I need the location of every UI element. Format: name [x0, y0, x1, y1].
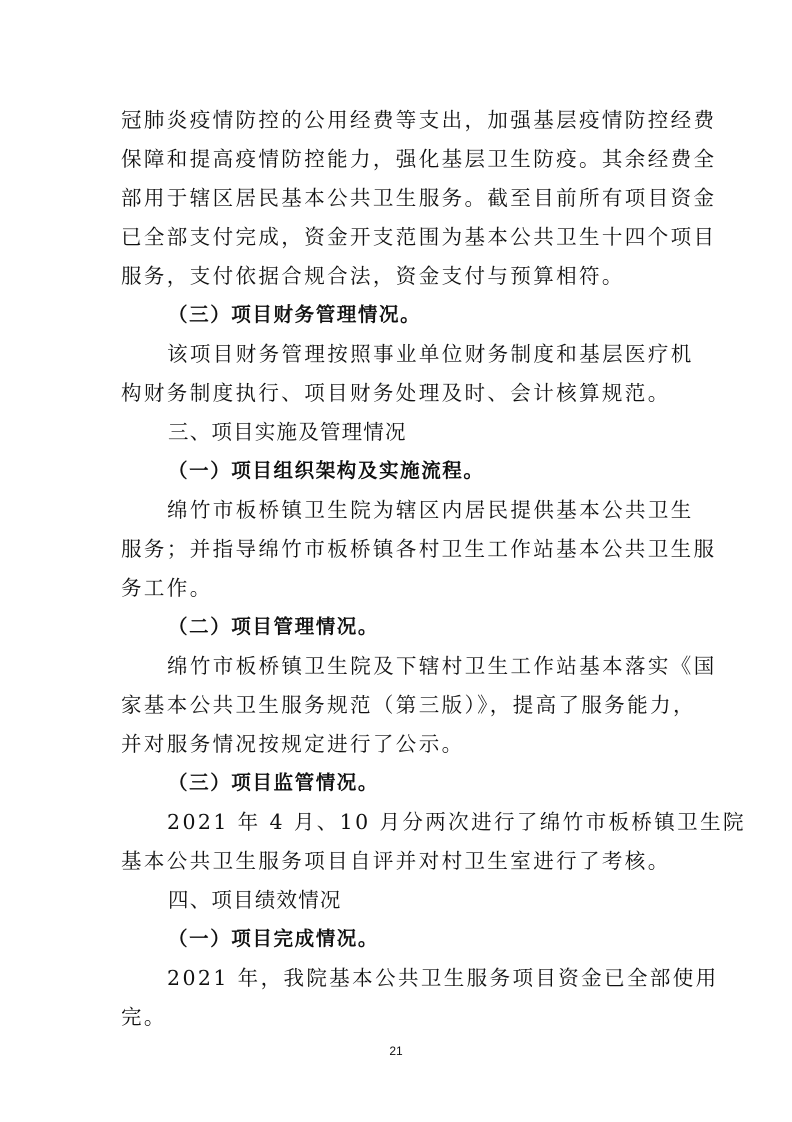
paragraph-line: 基本公共卫生服务项目自评并对村卫生室进行了考核。 [121, 849, 671, 873]
paragraph-line: 绵竹市板桥镇卫生院及下辖村卫生工作站基本落实《国 [167, 654, 717, 678]
subsection-heading: （三）项目监管情况。 [168, 771, 380, 794]
paragraph-line: 冠肺炎疫情防控的公用经费等支出，加强基层疫情防控经费 [121, 108, 717, 132]
paragraph-line: 该项目财务管理按照事业单位财务制度和基层医疗机 [167, 342, 694, 366]
paragraph-line: 服务，支付依据合规合法，资金支付与预算相符。 [121, 264, 625, 288]
paragraph-line: 2021 年 4 月、10 月分两次进行了绵竹市板桥镇卫生院 [167, 810, 746, 834]
paragraph-line: 保障和提高疫情防控能力，强化基层卫生防疫。其余经费全 [121, 147, 717, 171]
paragraph-line: 已全部支付完成，资金开支范围为基本公共卫生十四个项目 [121, 225, 717, 249]
section-heading: 四、项目绩效情况 [168, 888, 342, 912]
paragraph-line: 构财务制度执行、项目财务处理及时、会计核算规范。 [121, 381, 671, 405]
paragraph-line: 完。 [121, 1005, 167, 1029]
paragraph-line: 服务；并指导绵竹市板桥镇各村卫生工作站基本公共卫生服 [121, 537, 717, 561]
paragraph-line: 2021 年，我院基本公共卫生服务项目资金已全部使用 [167, 966, 719, 990]
subsection-heading: （一）项目完成情况。 [168, 927, 380, 950]
paragraph-line: 并对服务情况按规定进行了公示。 [121, 732, 465, 756]
subsection-heading: （二）项目管理情况。 [168, 615, 380, 638]
paragraph-line: 务工作。 [121, 576, 213, 600]
paragraph-line: 部用于辖区居民基本公共卫生服务。截至目前所有项目资金 [121, 186, 717, 210]
paragraph-line: 家基本公共卫生服务规范（第三版）》，提高了服务能力， [121, 693, 696, 717]
page-number: 21 [389, 1044, 403, 1058]
subsection-heading: （一）项目组织架构及实施流程。 [168, 459, 485, 482]
subsection-heading: （三）项目财务管理情况。 [168, 303, 422, 326]
section-heading: 三、项目实施及管理情况 [168, 420, 407, 444]
paragraph-line: 绵竹市板桥镇卫生院为辖区内居民提供基本公共卫生 [167, 498, 694, 522]
